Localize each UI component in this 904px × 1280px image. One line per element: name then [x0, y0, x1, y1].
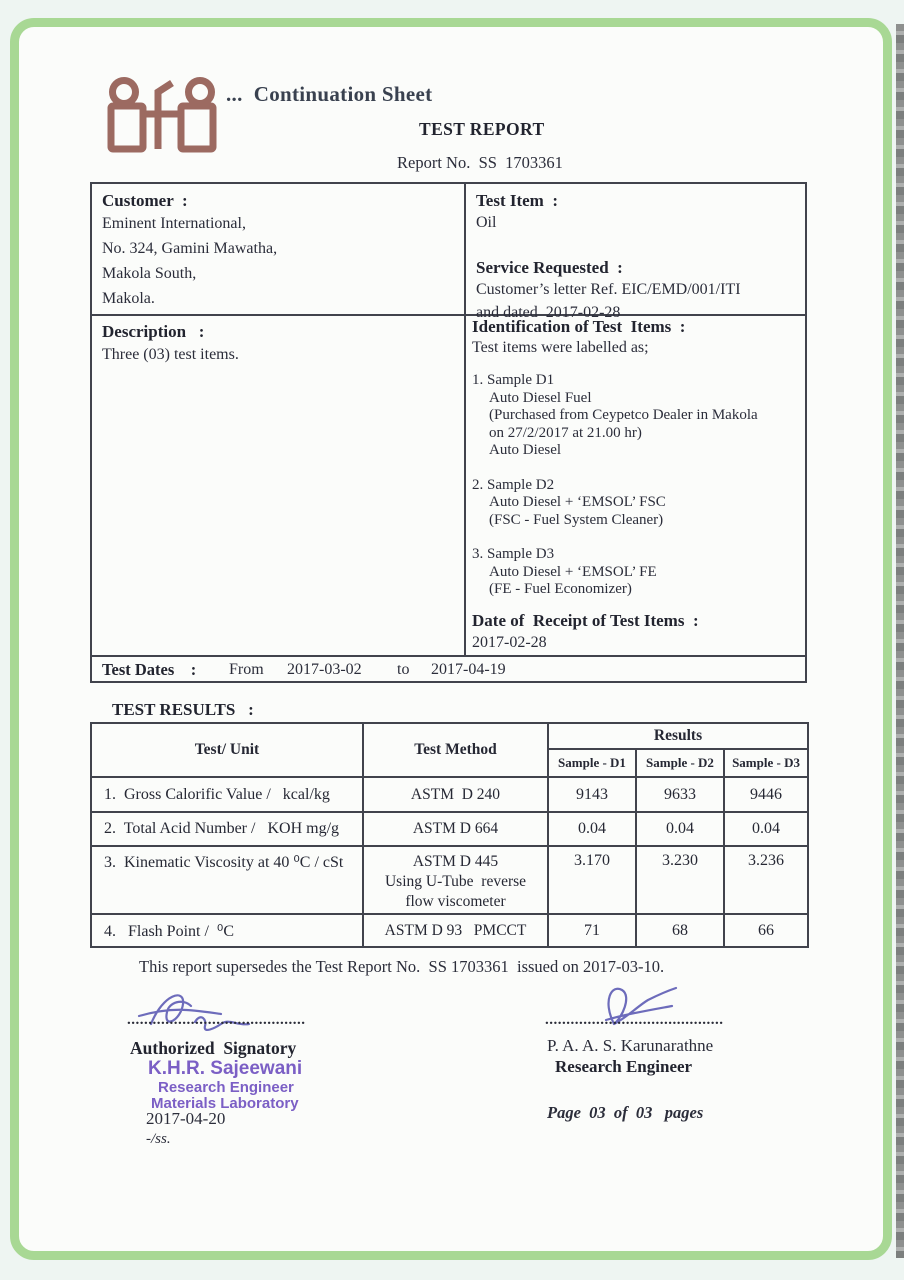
sample-line: (Purchased from Ceypetco Dealer in Makola [489, 407, 758, 423]
report-info-table [90, 182, 807, 683]
signature-dotted-line: .......................................... [127, 1012, 306, 1028]
sample-line: Auto Diesel + ‘EMSOL’ FSC [489, 494, 666, 510]
sample-title: 2. Sample D2 [472, 476, 555, 493]
customer-cell [102, 191, 452, 311]
result-d1: 71 [548, 914, 636, 947]
result-d3: 0.04 [724, 812, 808, 846]
sample-item [472, 477, 802, 530]
test-method: ASTM D 240 [363, 777, 548, 812]
test-name: 2. Total Acid Number / KOH mg/g [91, 812, 363, 846]
col-header-test-method: Test Method [363, 723, 548, 777]
result-row-kinematic-viscosity [91, 846, 808, 914]
test-method: ASTM D 664 [363, 812, 548, 846]
test-name: 3. Kinematic Viscosity at 40 ⁰C / cSt [91, 846, 363, 914]
results-table [90, 722, 809, 948]
col-header-results: Results [548, 723, 808, 749]
description-label: Description : [102, 322, 205, 341]
result-d1: 3.170 [548, 846, 636, 914]
description-cell [102, 322, 452, 367]
service-requested-line: Customer’s letter Ref. EIC/EMD/001/ITI [476, 281, 741, 298]
stamp-role: Research Engineer [158, 1079, 294, 1096]
stamp-department: Materials Laboratory [151, 1095, 299, 1112]
page-number-note: Page 03 of 03 pages [547, 1103, 704, 1122]
test-item-value: Oil [476, 214, 497, 231]
result-d1: 0.04 [548, 812, 636, 846]
test-item-cell [476, 191, 801, 324]
info-table-vertical-divider [464, 184, 466, 655]
supersedes-note: This report supersedes the Test Report No. SS 1703361 issued on 2017-03-10. [139, 957, 665, 976]
result-d3: 9446 [724, 777, 808, 812]
engineer-name: P. A. A. S. Karunarathne [547, 1036, 714, 1055]
test-dates-to-label: to [397, 661, 410, 678]
test-dates-row [92, 657, 809, 685]
receipt-date-label: Date of Receipt of Test Items : [472, 610, 699, 630]
result-d3: 66 [724, 914, 808, 947]
result-row-flash-point [91, 914, 808, 947]
col-header-sample-d3: Sample - D3 [724, 749, 808, 777]
scan-edge-artifact [896, 24, 904, 1258]
sample-line: on 27/2/2017 at 21.00 hr) [489, 424, 642, 441]
sample-item [472, 546, 802, 599]
page-title: TEST REPORT [419, 119, 545, 139]
test-name: 1. Gross Calorific Value / kcal/kg [91, 777, 363, 812]
identification-intro: Test items were labelled as; [472, 339, 649, 356]
identification-label: Identification of Test Items : [472, 317, 686, 336]
result-d2: 3.230 [636, 846, 724, 914]
signature-date: 2017-04-20 [146, 1109, 226, 1128]
result-d1: 9143 [548, 777, 636, 812]
sample-title: 3. Sample D3 [472, 546, 555, 562]
customer-line: Makola South, [102, 265, 197, 282]
test-name: 4. Flash Point / ⁰C [91, 914, 363, 947]
test-dates-from-label: From [229, 661, 264, 678]
sample-line: (FE - Fuel Economizer) [489, 581, 632, 597]
receipt-date-value: 2017-02-28 [472, 633, 547, 651]
description-value: Three (03) test items. [102, 346, 239, 363]
col-header-test-unit: Test/ Unit [91, 723, 363, 777]
service-requested-label: Service Requested : [476, 258, 623, 277]
result-d2: 0.04 [636, 812, 724, 846]
sample-item [472, 372, 802, 460]
col-header-sample-d1: Sample - D1 [548, 749, 636, 777]
identification-cell [472, 317, 802, 655]
test-dates-to-value: 2017-04-19 [431, 661, 506, 678]
report-number: Report No. SS 1703361 [397, 153, 563, 172]
continuation-sheet-label: ... Continuation Sheet [226, 82, 433, 106]
test-dates-label: Test Dates : [102, 660, 197, 679]
signature-dotted-line: .......................................... [545, 1012, 724, 1028]
test-method: ASTM D 93 PMCCT [363, 914, 548, 947]
sample-line: Auto Diesel Fuel [489, 389, 592, 406]
test-dates-from-value: 2017-03-02 [287, 661, 362, 678]
engineer-role: Research Engineer [555, 1057, 693, 1076]
reference-initials: -/ss. [146, 1131, 171, 1147]
result-d2: 68 [636, 914, 724, 947]
result-d2: 9633 [636, 777, 724, 812]
customer-line: Makola. [102, 290, 155, 307]
result-d3: 3.236 [724, 846, 808, 914]
authorized-signatory-label: Authorized Signatory [130, 1038, 297, 1058]
test-method-line: Using U-Tube reverse [384, 873, 527, 890]
test-method-line: flow viscometer [405, 893, 506, 910]
customer-label: Customer : [102, 191, 188, 210]
test-item-label: Test Item : [476, 191, 558, 210]
col-header-sample-d2: Sample - D2 [636, 749, 724, 777]
test-results-heading: TEST RESULTS : [112, 700, 254, 719]
customer-line: No. 324, Gamini Mawatha, [102, 240, 278, 257]
result-row-total-acid [91, 812, 808, 846]
sample-line: Auto Diesel [489, 442, 562, 458]
sample-title: 1. Sample D1 [472, 372, 555, 388]
test-method-line: ASTM D 445 [412, 853, 499, 870]
service-requested-line: and dated 2017-02-28 [476, 304, 621, 321]
iti-logo [103, 76, 221, 154]
stamp-name: K.H.R. Sajeewani [148, 1058, 303, 1079]
sample-line: Auto Diesel + ‘EMSOL’ FE [489, 563, 657, 580]
result-row-gross-calorific [91, 777, 808, 812]
customer-line: Eminent International, [102, 215, 246, 232]
sample-line: (FSC - Fuel System Cleaner) [489, 511, 664, 528]
